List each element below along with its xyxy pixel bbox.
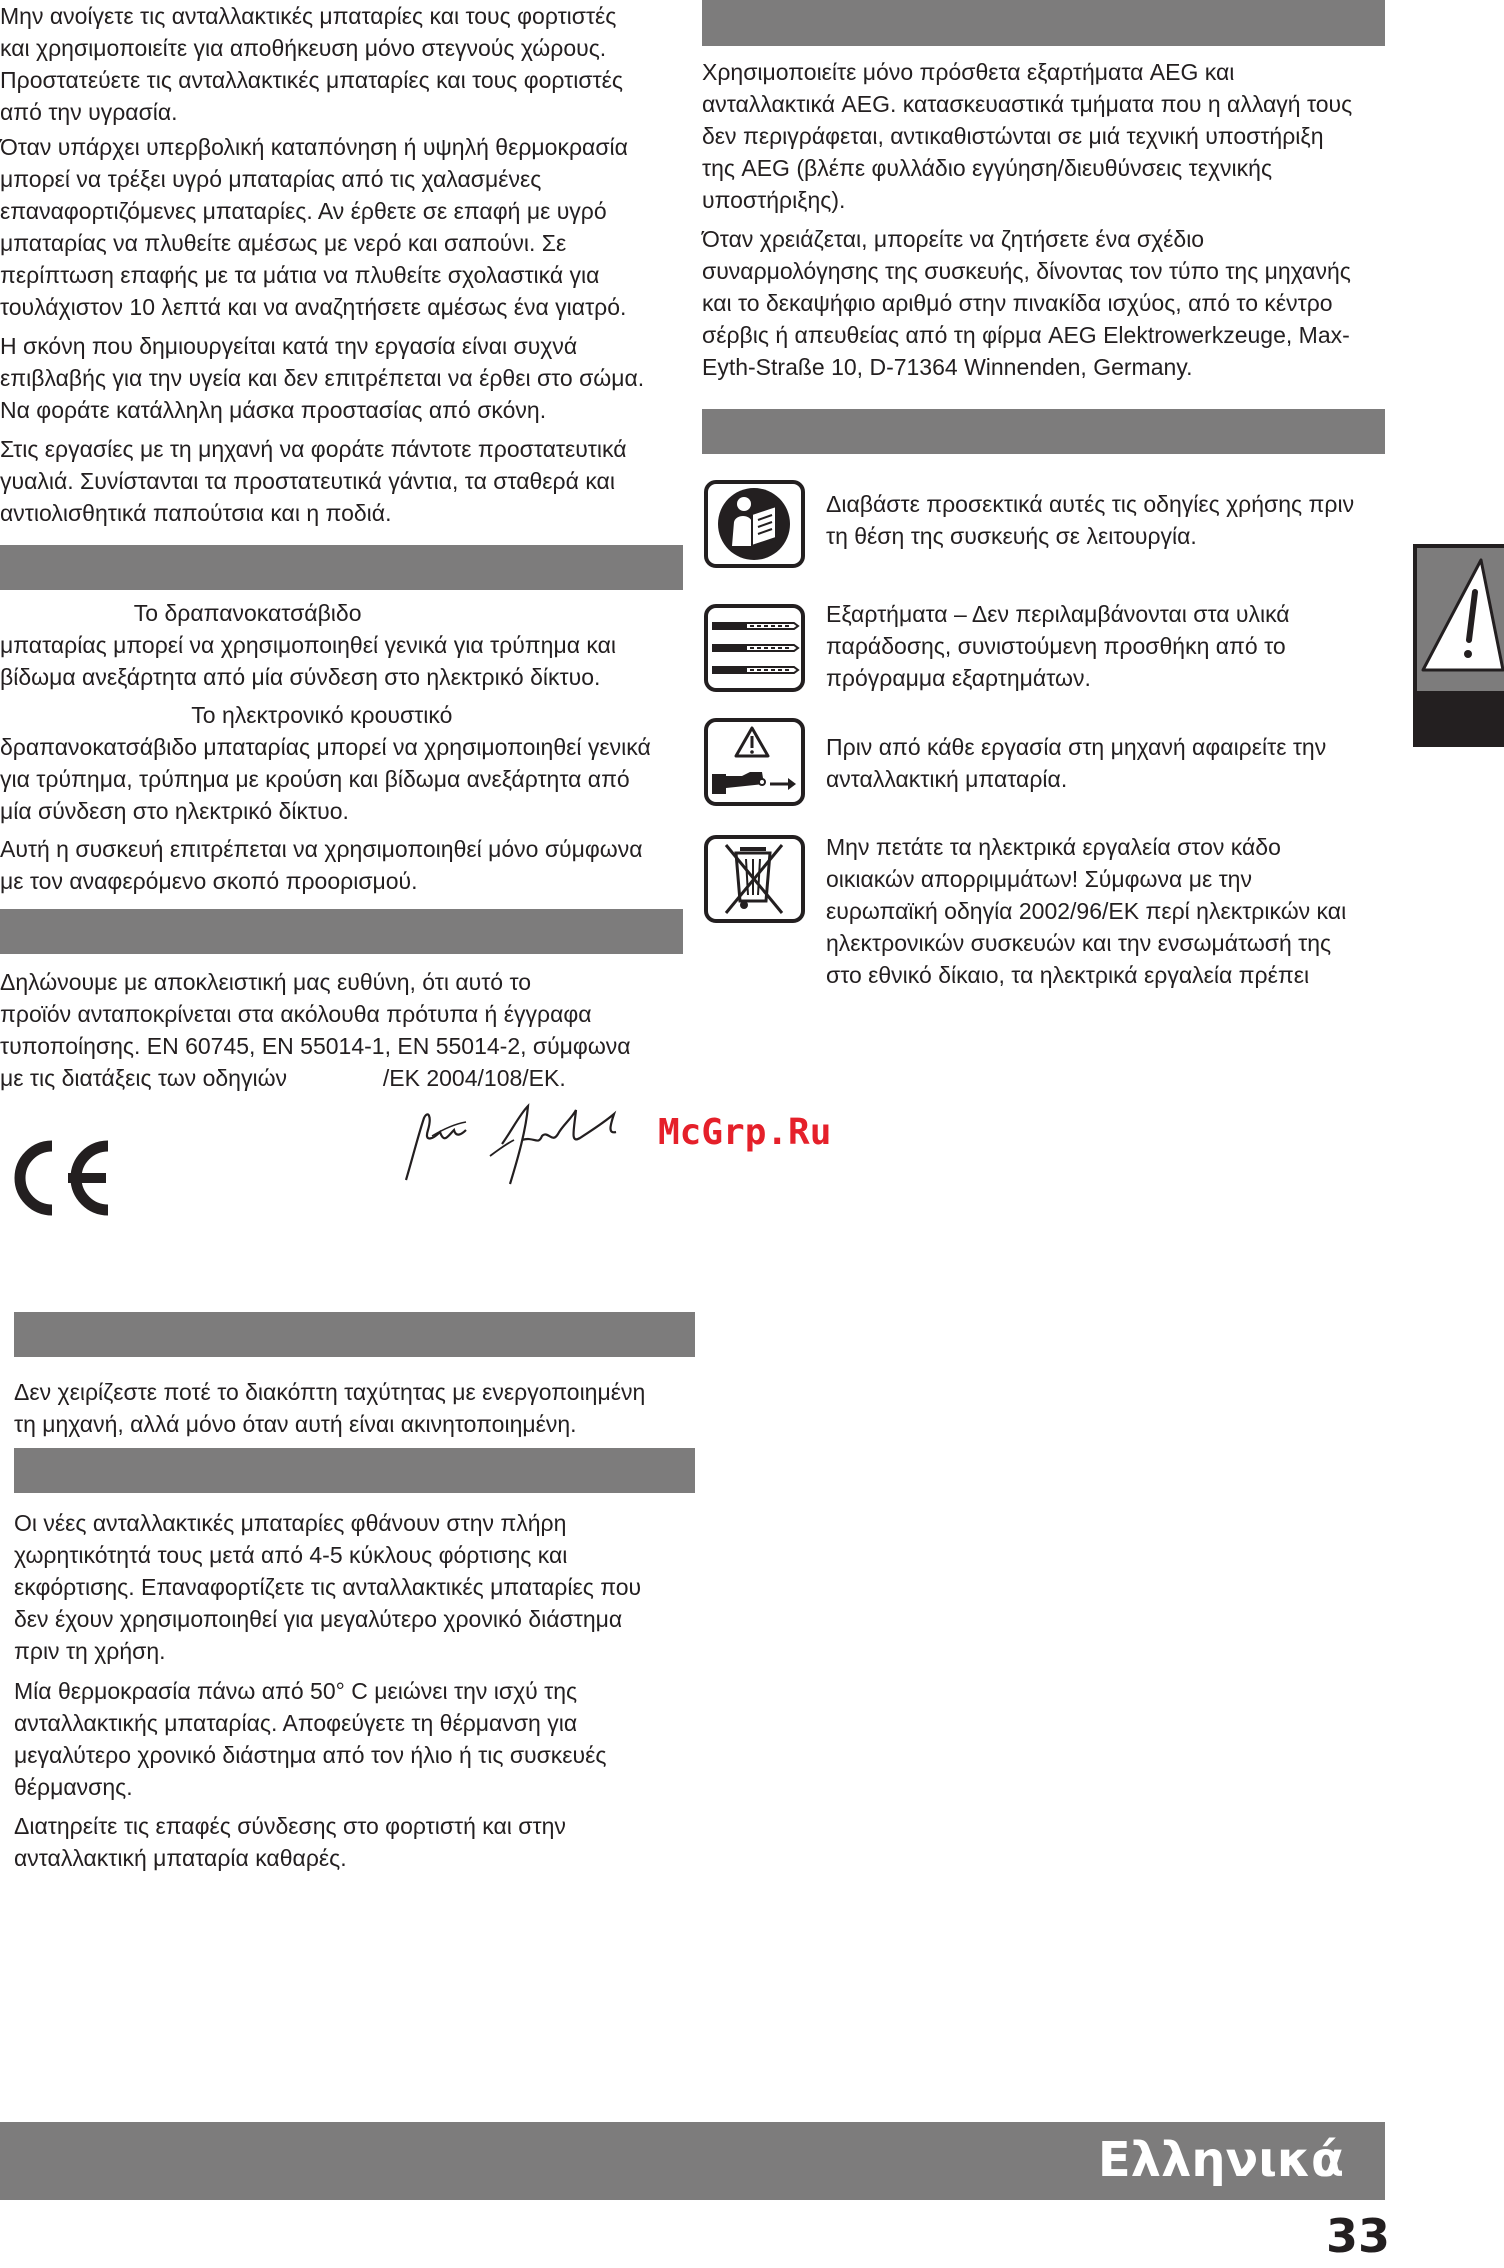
intended-use-paragraph-3: Αυτή η συσκευή επιτρέπεται να χρησιμοποιηθεί μόνο σύμφωνα με τον αναφερόμενο σκοπό προορισμού. [0, 836, 643, 894]
maintenance-paragraph-2: Όταν χρειάζεται, μπορείτε να ζητήσετε ένα σχέδιο συναρμολόγησης της συσκευής, δίνοντας τον τύπο της μηχανής και το δεκαψήφιο αριθμό στην πινακίδα ισχύος, από το κέντρο σέρβις ή απευθείας από τη φίρμα AEG Elektrowerkzeuge, Max- Eyth-Straße 10, D-71364 Winnenden, Germany. [702, 226, 1351, 380]
warning-side-tab [1413, 544, 1504, 747]
ce-mark-icon [6, 1138, 114, 1218]
accessories-icon [704, 604, 805, 692]
symbol-text-read-manual: Διαβάστε προσεκτικά αυτές τις οδηγίες χρήσης πριν τη θέση της συσκευής σε λειτουργία. [826, 491, 1355, 549]
section-header-bar-intended-use [0, 545, 683, 590]
battery-paragraph-1: Οι νέες ανταλλακτικές μπαταρίες φθάνουν στην πλήρη χωρητικότητά τους μετά από 4-5 κύκλους φόρτισης και εκφόρτισης. Επαναφορτίζετε τις ανταλλακτικές μπαταρίες που δεν έχουν χρησιμοποιηθεί για μεγαλύτερο χρονικό διάστημα πριν τη χρήση. [14, 1510, 642, 1664]
symbol-text-crossed-bin: Μην πετάτε τα ηλεκτρικά εργαλεία στον κάδο οικιακών απορριμμάτων! Σύμφωνα με την ευρωπαϊκή οδηγία 2002/96/ΕΚ περί ηλεκτρικών και ηλεκτρονικών συσκευών και την ενσωμάτωσή της στο εθνικό δίκαιο, τα ηλεκτρικά εργαλεία πρέπει [826, 834, 1347, 988]
conformity-paragraph: Δηλώνουμε με αποκλειστική μας ευθύνη, ότι αυτό το προϊόν ανταποκρίνεται στα ακόλουθα πρότυπα ή έγγραφα τυποποίησης. EN 60745, EN 55014-1, EN 55014-2, σύμφωνα με τις διατάξεις των οδηγιών /ΕΚ 2004/108/ΕΚ. [0, 969, 631, 1091]
page-number: 33 [1326, 2209, 1391, 2263]
intended-use-paragraph-1: Το δραπανοκατσάβιδο μπαταρίας μπορεί να χρησιμοποιηθεί γενικά για τρύπημα και βίδωμα ανεξάρτητα από μία σύνδεση στο ηλεκτρικό δίκτυο. [0, 600, 617, 690]
symbol-text-remove-battery: Πριν από κάθε εργασία στη μηχανή αφαιρείτε την ανταλλακτική μπαταρία. [826, 734, 1327, 792]
section-header-bar-maintenance [702, 0, 1385, 46]
safety-paragraph-3: Η σκόνη που δημιουργείται κατά την εργασία είναι συχνά επιβλαβής για την υγεία και δεν επιτρέπεται να έρθει στο σώμα. Να φοράτε κατάλληλη μάσκα προστασίας από σκόνη. [0, 333, 645, 423]
crossed-bin-icon [704, 835, 805, 923]
remove-battery-icon [704, 718, 805, 806]
signature-image [402, 1100, 632, 1190]
safety-paragraph-2: Όταν υπάρχει υπερβολική καταπόνηση ή υψηλή θερμοκρασία μπορεί να τρέξει υγρό μπαταρίας από τις χαλασμένες επαναφορτιζόμενες μπαταρίες. Αν έρθετε σε επαφή με υγρό μπαταρίας να πλυθείτε αμέσως με νερό και σαπούνι. Σε περίπτωση επαφής με τα μάτια να πλυθείτε σχολαστικά για τουλάχιστον 10 λεπτά και να αναζητήσετε αμέσως ένα γιατρό. [0, 134, 628, 320]
section-header-bar-switch [14, 1312, 695, 1357]
battery-paragraph-2: Μία θερμοκρασία πάνω από 50° C μειώνει την ισχύ της ανταλλακτικής μπαταρίας. Αποφεύγετε τη θέρμανση για μεγαλύτερο χρονικό διάστημα από τον ήλιο ή τις συσκευές θέρμανσης. [14, 1678, 607, 1800]
section-header-bar-symbols [702, 409, 1385, 454]
maintenance-paragraph-1: Χρησιμοποιείτε μόνο πρόσθετα εξαρτήματα AEG και ανταλλακτικά AEG. κατασκευαστικά τμήματα που η αλλαγή τους δεν περιγράφεται, αντικαθιστώνται σε μιά τεχνική υποστήριξη της AEG (βλέπε φυλλάδιο εγγύηση/διευθύνσεις τεχνικής υποστήριξης). [702, 59, 1353, 213]
watermark-text: McGrp.Ru [658, 1112, 832, 1153]
symbol-text-accessories: Εξαρτήματα – Δεν περιλαμβάνονται στα υλικά παράδοσης, συνιστούμενη προσθήκη από το πρόγραμμα εξαρτημάτων. [826, 601, 1290, 691]
battery-paragraph-3: Διατηρείτε τις επαφές σύνδεσης στο φορτιστή και στην ανταλλακτική μπαταρία καθαρές. [14, 1813, 566, 1871]
section-header-bar-conformity [0, 909, 683, 954]
intended-use-paragraph-2: Το ηλεκτρονικό κρουστικό δραπανοκατσάβιδο μπαταρίας μπορεί να χρησιμοποιηθεί γενικά για τρύπημα, τρύπημα με κρούση και βίδωμα ανεξάρτητα από μία σύνδεση στο ηλεκτρικό δίκτυο. [0, 702, 651, 824]
safety-paragraph-4: Στις εργασίες με τη μηχανή να φοράτε πάντοτε προστατευτικά γυαλιά. Συνίστανται τα προστατευτικά γάντια, τα σταθερά και αντιολισθητικά παπούτσια και η ποδιά. [0, 436, 627, 526]
read-manual-icon [704, 480, 805, 568]
footer-language-label: Ελληνικά [1097, 2132, 1344, 2188]
switch-paragraph: Δεν χειρίζεστε ποτέ το διακόπτη ταχύτητας με ενεργοποιημένη τη μηχανή, αλλά μόνο όταν αυτή είναι ακινητοποιημένη. [14, 1379, 646, 1437]
section-header-bar-battery [14, 1448, 695, 1493]
safety-paragraph-1: Μην ανοίγετε τις ανταλλακτικές μπαταρίες και τους φορτιστές και χρησιμοποιείτε για αποθήκευση μόνο στεγνούς χώρους. Προστατεύετε τις ανταλλακτικές μπαταρίες και τους φορτιστές από την υγρασία. [0, 3, 623, 125]
